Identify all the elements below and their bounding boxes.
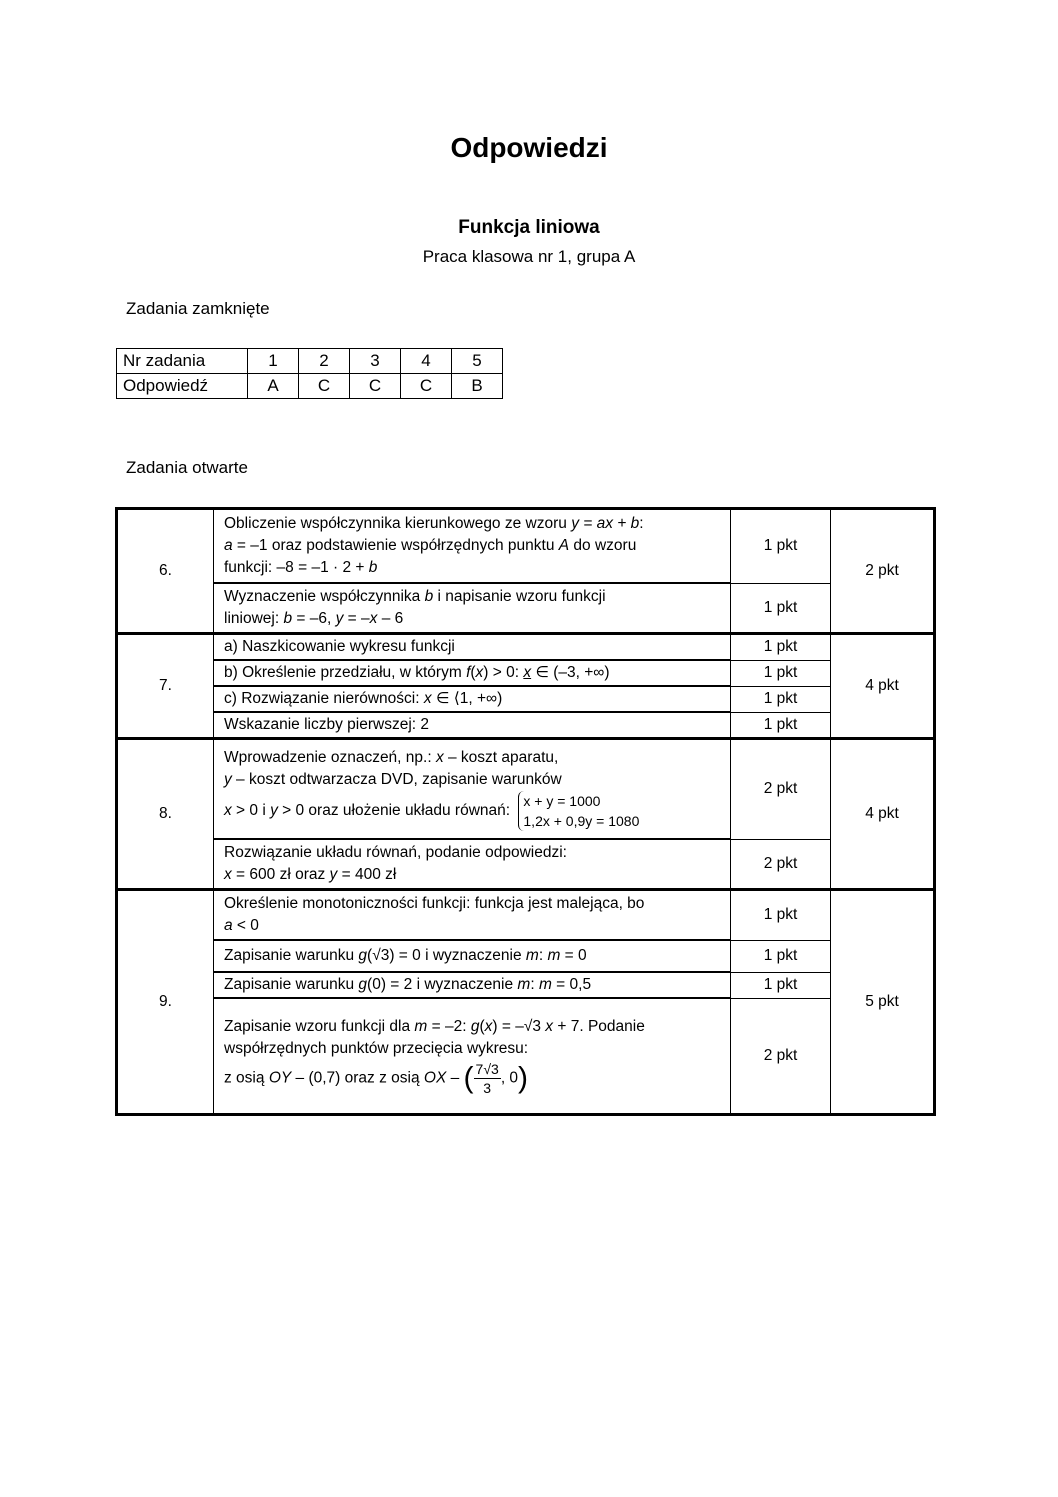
criterion-text: Wskazanie liczby pierwszej: 2 <box>214 712 731 739</box>
table-row <box>117 712 935 739</box>
table-row <box>117 583 935 634</box>
criterion-text: c) Rozwiązanie nierówności: x ∈ ⟨1, +∞) <box>214 686 731 712</box>
criterion-text: b) Określenie przedziału, w którym f(x) > 0: x ∈ (–3, +∞) <box>214 660 731 686</box>
equation-1: x + y = 1000 <box>523 793 601 809</box>
criterion-text: Obliczenie współczynnika kierunkowego ze wzoru y = ax + b: a = –1 oraz podstawienie współrzędnych punktu A do wzoru funkcji: –8 = –1 · 2 + b <box>214 509 731 584</box>
criterion-text: Zapisanie warunku g(√3) = 0 i wyznaczenie m: m = 0 <box>214 940 731 972</box>
table-row <box>117 890 935 941</box>
criterion-points: 1 pkt <box>731 890 831 941</box>
criterion-points: 1 pkt <box>731 660 831 686</box>
table-row <box>117 998 935 1115</box>
open-tasks-table <box>115 507 936 1116</box>
criterion-text: Wyznaczenie współczynnika b i napisanie wzoru funkcji liniowej: b = –6, y = –x – 6 <box>214 583 731 634</box>
closed-table-number: 1 <box>248 349 299 374</box>
task-total-points: 5 pkt <box>831 890 935 1115</box>
table-row <box>117 686 935 712</box>
equation-system <box>518 791 639 831</box>
subsubtitle: Praca klasowa nr 1, grupa A <box>422 247 636 266</box>
closed-table-header-label: Nr zadania <box>117 349 248 374</box>
criterion-points: 1 pkt <box>731 972 831 998</box>
criterion-text: Rozwiązanie układu równań, podanie odpowiedzi: x = 600 zł oraz y = 400 zł <box>214 839 731 890</box>
criterion-points: 2 pkt <box>731 739 831 840</box>
open-tasks-label: Zadania otwarte <box>126 458 248 477</box>
closed-table-number: 3 <box>350 349 401 374</box>
closed-table-answer: C <box>350 374 401 399</box>
criterion-points: 1 pkt <box>731 712 831 739</box>
table-row <box>117 972 935 998</box>
closed-table-answer-row <box>117 374 503 399</box>
task-number: 8. <box>117 739 214 890</box>
closed-table-number: 4 <box>401 349 452 374</box>
criterion-points: 1 pkt <box>731 583 831 634</box>
criterion-points: 1 pkt <box>731 509 831 584</box>
criterion-text: Zapisanie wzoru funkcji dla m = –2: g(x) = –√3 x + 7. Podanie współrzędnych punktów przecięcia wykresu: z osią OY – (0,7) oraz z osią OX – ( $\frac{7√3}{3}$ , 0) <box>214 998 731 1115</box>
criterion-points: 2 pkt <box>731 998 831 1115</box>
criterion-text: Określenie monotoniczności funkcji: funkcja jest malejąca, bo a < 0 <box>214 890 731 941</box>
closed-table-answer: B <box>452 374 503 399</box>
fraction: $\frac{7√3}{3}$ <box>475 1060 499 1096</box>
task-number: 7. <box>117 634 214 739</box>
table-row <box>117 509 935 584</box>
table-row <box>117 634 935 661</box>
criterion-points: 2 pkt <box>731 839 831 890</box>
table-row <box>117 839 935 890</box>
criterion-points: 1 pkt <box>731 634 831 661</box>
closed-table-answer-label: Odpowiedź <box>117 374 248 399</box>
closed-table-answer: C <box>401 374 452 399</box>
criterion-text: a) Naszkicowanie wykresu funkcji <box>214 634 731 661</box>
closed-tasks-label: Zadania zamknięte <box>126 299 270 318</box>
equation-2: 1,2x + 0,9y = 1080 <box>523 813 640 829</box>
closed-table-header-row <box>117 349 503 374</box>
criterion-points: 1 pkt <box>731 940 831 972</box>
task-total-points: 4 pkt <box>831 634 935 739</box>
closed-table-answer: C <box>299 374 350 399</box>
criterion-points: 1 pkt <box>731 686 831 712</box>
closed-table-answer: A <box>248 374 299 399</box>
criterion-text: Zapisanie warunku g(0) = 2 i wyznaczenie m: m = 0,5 <box>214 972 731 998</box>
closed-answers-table <box>116 348 503 399</box>
subtitle: Funkcja liniowa <box>458 217 600 238</box>
task-total-points: 2 pkt <box>831 509 935 634</box>
table-row <box>117 739 935 840</box>
table-row <box>117 940 935 972</box>
table-row <box>117 660 935 686</box>
closed-table-number: 5 <box>452 349 503 374</box>
task-total-points: 4 pkt <box>831 739 935 890</box>
task-number: 9. <box>117 890 214 1115</box>
task-number: 6. <box>117 509 214 634</box>
page-title: Odpowiedzi <box>450 132 608 163</box>
closed-table-number: 2 <box>299 349 350 374</box>
criterion-text: Wprowadzenie oznaczeń, np.: x – koszt aparatu, y – koszt odtwarzacza DVD, zapisanie warunków x > 0 i y > 0 oraz ułożenie układu równań: x + y = 1000 1,2x + 0,9y = 1080 <box>214 739 731 840</box>
